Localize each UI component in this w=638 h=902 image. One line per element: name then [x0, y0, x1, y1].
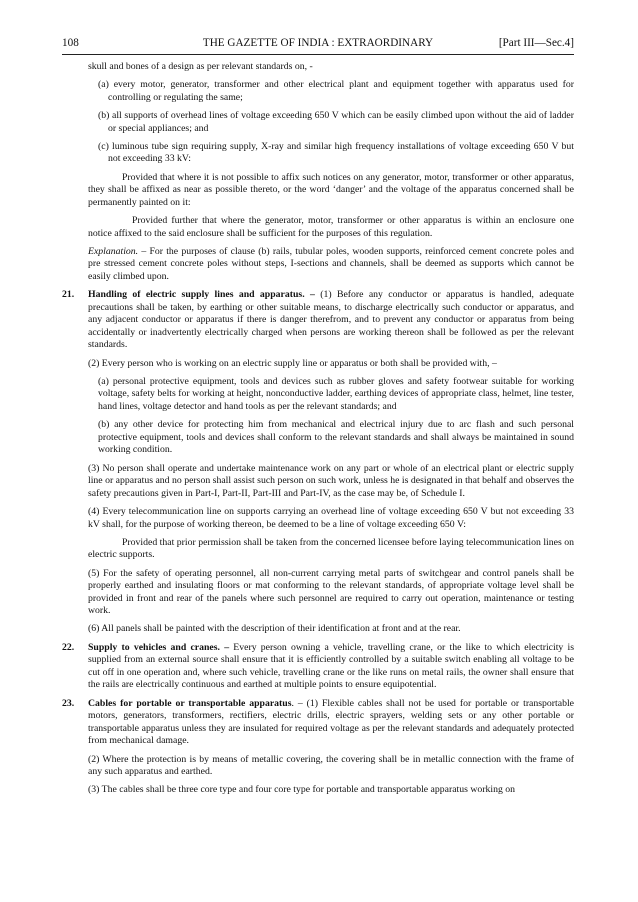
proviso-two: Provided further that where the generator, motor, transformer or other apparatus is within an enclosure one notice affixed to the said enclosure shall be sufficient for the purposes of this regulation. [88, 214, 574, 239]
part-section-label: [Part III—Sec.4] [498, 37, 574, 49]
section-21-proviso: Provided that prior permission shall be taken from the concerned licensee before laying telecommunication lines on electric supports. [88, 536, 574, 561]
section-21 [62, 289, 574, 352]
section-23-number: 23. [62, 697, 75, 709]
section-23-text: . – (1) Flexible cables shall not be used for portable or transportable motors, generators, transformers, rectifiers, electric drills, electric sprayers, welding sets or any other portable or transportable apparatus unless they are insulated for required voltage as per the relevant standards and adequately protected from mechanical damage. [88, 697, 575, 747]
clause-b: (b) all supports of overhead lines of voltage exceeding 650 V which can be easily climbed upon without the aid of ladder or special appliances; and [98, 109, 574, 134]
header-rule [62, 54, 574, 55]
section-21-sub-5: (5) For the safety of operating personnel, all non-current carrying metal parts of switchgear and control panels shall be properly earthed and insulating floors or mat conforming to the relevant standards, of appropriate voltage level shall be provided in front and rear of the panels where such personnel are required to carry out operation, maintenance or testing work. [88, 567, 574, 617]
section-23-heading: Cables for portable or transportable apparatus [88, 697, 292, 709]
section-21-sub-2a: (a) personal protective equipment, tools and devices such as rubber gloves and safety footwear suitable for working voltage, safety belts for working at height, nonconductive ladder, earthing devices of appropriate class, helmet, line tester, hand lines, voltage detector and hand tools as per the relevant standards; and [98, 375, 574, 412]
section-22 [62, 642, 574, 692]
section-22-text: Every person owning a vehicle, travelling crane, or the like to which electricity is supplied from an external source shall ensure that it is efficiently controlled by a suitable switch enabling all voltage to be cut off in one operation and, where such vehicle, travelling crane or the like runs on metal rails, the owner shall ensure that the rails are electrically continuous and earthed at multiple points to ensure equipotential. [88, 641, 574, 691]
explanation-label: Explanation. [88, 245, 139, 257]
section-21-sub-2b: (b) any other device for protecting him from mechanical and electrical injury due to arc flash and such personal protective equipment, tools and devices shall conform to the relevant standards and shall always be maintained in sound working condition. [98, 419, 574, 456]
page-header [62, 36, 574, 50]
explanation [62, 246, 574, 284]
section-23-sub-3: (3) The cables shall be three core type and four core type for portable and transportable apparatus working on [88, 784, 516, 796]
section-22-heading: Supply to vehicles and cranes. – [88, 641, 230, 653]
section-21-heading: Handling of electric supply lines and apparatus. – [88, 289, 315, 301]
paragraph-skull: skull and bones of a design as per relevant standards on, - [88, 61, 313, 72]
section-21-sub-6: (6) All panels shall be painted with the description of their identification at front and at the rear. [88, 623, 461, 635]
section-22-number: 22. [62, 641, 75, 653]
proviso-one: Provided that where it is not possible to affix such notices on any generator, motor, transformer or other apparatus, they shall be affixed as near as possible thereto, or the word ‘danger’ and the voltage of the apparatus concerned shall be permanently painted on it: [88, 171, 574, 208]
section-21-number: 21. [62, 289, 75, 301]
explanation-text: – For the purposes of clause (b) rails, tubular poles, wooden supports, reinforced cement concrete poles and pre stressed cement concrete poles without steps, I-sections and channels, shall be deemed as supports which cannot be easily climbed upon. [88, 245, 574, 282]
section-23-sub-2: (2) Where the protection is by means of metallic covering, the covering shall be in metallic connection with the frame of any such apparatus and earthed. [88, 753, 574, 778]
section-21-sub-3: (3) No person shall operate and undertake maintenance work on any part or whole of an electrical plant or electric supply line or apparatus and no person shall assist such person on such work, unless he is designated in that behalf and observes the safety precautions given in Part-I, Part-II, Part-III and Part-IV, as the case may be, of Schedule I. [88, 462, 574, 499]
document-body [62, 61, 574, 803]
section-21-sub-2: (2) Every person who is working on an electric supply line or apparatus or both shall be provided with, – [88, 357, 497, 369]
page-number: 108 [62, 37, 79, 49]
gazette-title: THE GAZETTE OF INDIA : EXTRAORDINARY [202, 37, 434, 49]
clause-c: (c) luminous tube sign requiring supply, X-ray and similar high frequency installations of voltage exceeding 650 V but not exceeding 33 kV: [98, 140, 574, 165]
section-21-sub-4: (4) Every telecommunication line on supports carrying an overhead line of voltage exceeding 650 V but not exceeding 33 kV shall, for the purpose of working thereon, be deemed to be a line of voltage exceeding 650 V: [88, 505, 574, 530]
section-23 [62, 698, 574, 748]
section-21-text: (1) Before any conductor or apparatus is handled, adequate precautions shall be taken, by earthing or other suitable means, to discharge electrically such conductor or apparatus, and any adjacent conductor or apparatus if there is danger therefrom, and to prevent any conductor or apparatus from being accidentally or inadvertently electrically charged when persons are working thereon shall be followed as per the relevant standards. [88, 289, 574, 351]
clause-a: (a) every motor, generator, transformer and other electrical plant and equipment together with apparatus used for controlling or regulating the same; [98, 79, 574, 103]
